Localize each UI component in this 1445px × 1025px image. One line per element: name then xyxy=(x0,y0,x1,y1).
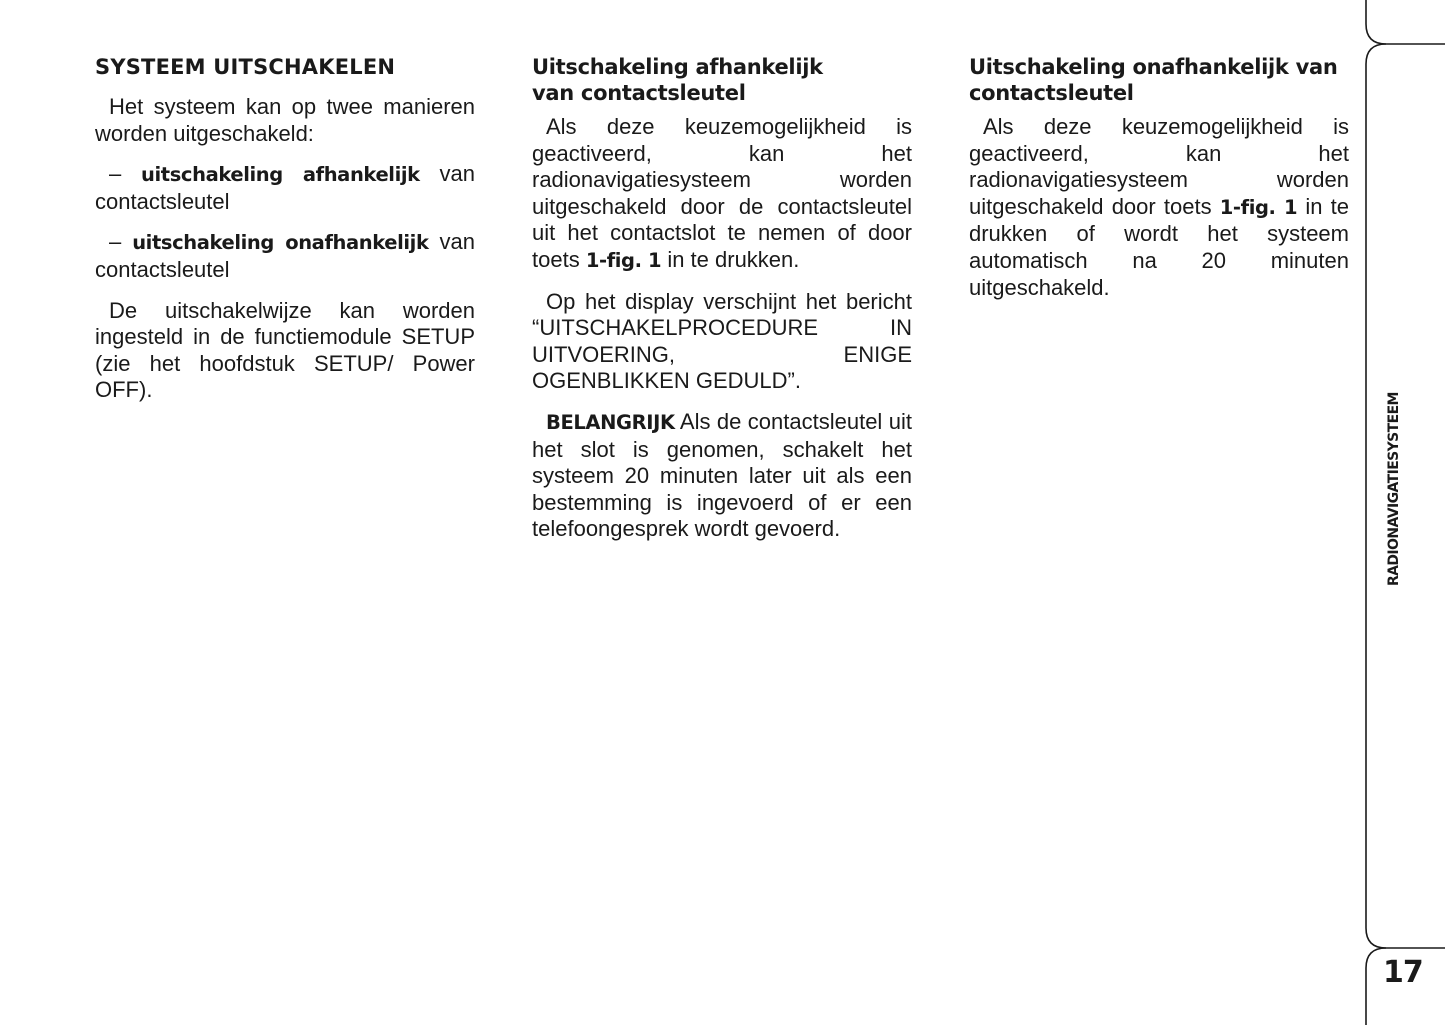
paragraph-text: Als deze keuzemogelijkheid is geactiveerd, kan het radionavigatiesysteem worden uitgeschakeld door toets xyxy=(969,114,1349,219)
heading-line-2: van contactsleutel xyxy=(532,81,746,105)
dash: – xyxy=(109,161,122,187)
option-rest-text: van contactsleutel xyxy=(95,161,475,214)
option-bold-label: uitschakeling onafhankelijk xyxy=(132,231,429,255)
intro-paragraph: Het systeem kan op twee manieren worden uitgeschakeld: xyxy=(95,94,475,146)
dash: – xyxy=(109,229,122,255)
important-note-paragraph xyxy=(532,409,912,543)
subsection-heading xyxy=(532,54,912,106)
paragraph-end: in te drukken of wordt het systeem automatisch na 20 minuten uitgeschakeld. xyxy=(969,193,1349,300)
option-item-independent xyxy=(95,229,475,283)
column-2 xyxy=(532,54,912,557)
page-number: 17 xyxy=(1383,955,1423,990)
section-heading: SYSTEEM UITSCHAKELEN xyxy=(95,55,396,79)
paragraph-end: in te drukken. xyxy=(667,246,800,272)
paragraph-text: Als deze keuzemogelijkheid is geactiveerd, kan het radionavigatiesysteem worden uitgeschakeld door de contactsleutel uit het contactslot te nemen of door toets xyxy=(532,114,912,272)
heading-line-1: Uitschakeling afhankelijk xyxy=(532,55,823,79)
column-3 xyxy=(969,54,1349,315)
heading-line-1: Uitschakeling onafhankelijk van xyxy=(969,55,1338,79)
heading-line-2: contactsleutel xyxy=(969,81,1134,105)
key-reference: 1-fig. 1 xyxy=(585,248,662,272)
important-label: BELANGRIJK xyxy=(546,410,675,434)
dependent-shutdown-paragraph xyxy=(532,114,912,275)
display-message-paragraph: Op het display verschijnt het bericht “UITSCHAKELPROCEDURE IN UITVOERING, ENIGE OGENBLIKKEN GEDULD”. xyxy=(532,288,912,394)
column-1 xyxy=(95,54,475,418)
key-reference: 1-fig. 1 xyxy=(1219,195,1298,219)
important-text: Als de contactsleutel uit het slot is genomen, schakelt het systeem 20 minuten later uit als een bestemming is ingevoerd of er een telefoongesprek wordt gevoerd. xyxy=(532,408,912,542)
thumb-tab-frame xyxy=(1364,0,1445,1025)
independent-shutdown-paragraph xyxy=(969,114,1349,301)
option-item-dependent xyxy=(95,161,475,215)
setup-paragraph: De uitschakelwijze kan worden ingesteld in de functiemodule SETUP (zie het hoofdstuk SETUP/ Power OFF). xyxy=(95,297,475,403)
option-rest-text: van contactsleutel xyxy=(95,229,475,282)
chapter-side-label: RADIONAVIGATIESYSTEEM xyxy=(1386,392,1402,586)
subsection-heading xyxy=(969,54,1349,106)
option-bold-label: uitschakeling afhankelijk xyxy=(141,163,420,187)
